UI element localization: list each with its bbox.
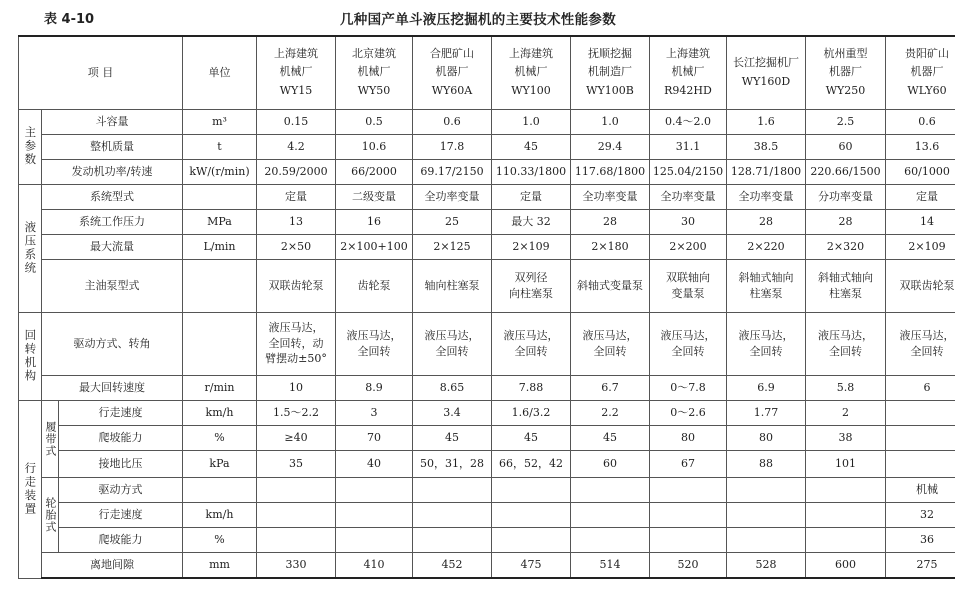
cell bbox=[413, 502, 492, 527]
cell: 双联齿轮泵 bbox=[886, 259, 955, 312]
cell: 80 bbox=[650, 425, 727, 450]
cell: 液压马达， 全回转 bbox=[806, 312, 886, 375]
cell: 14 bbox=[886, 209, 955, 234]
row-unit: m³ bbox=[183, 109, 257, 134]
cell: 分功率变量 bbox=[806, 184, 886, 209]
row-unit: t bbox=[183, 134, 257, 159]
cell: 32 bbox=[886, 502, 955, 527]
cell bbox=[492, 477, 571, 502]
header-unit: 单位 bbox=[183, 36, 257, 109]
cell: 2×50 bbox=[257, 234, 336, 259]
model-header: 抚顺挖掘 机制造厂 WY100B bbox=[571, 36, 650, 109]
cell: 液压马达， 全回转 bbox=[886, 312, 955, 375]
model-header: 上海建筑 机械厂 WY100 bbox=[492, 36, 571, 109]
cell bbox=[650, 477, 727, 502]
cell: 2×109 bbox=[886, 234, 955, 259]
table-row bbox=[19, 184, 955, 209]
cell: ≥40 bbox=[257, 425, 336, 450]
group-hydraulic: 液压系统 bbox=[19, 184, 42, 312]
table-row bbox=[19, 159, 955, 184]
cell: 110.33/1800 bbox=[492, 159, 571, 184]
cell: 0～7.8 bbox=[650, 375, 727, 400]
cell: 齿轮泵 bbox=[336, 259, 413, 312]
cell: 双联齿轮泵 bbox=[257, 259, 336, 312]
model-header: 杭州重型 机器厂 WY250 bbox=[806, 36, 886, 109]
cell: 60/1000 bbox=[886, 159, 955, 184]
cell: 1.0 bbox=[571, 109, 650, 134]
cell: 6.7 bbox=[571, 375, 650, 400]
cell: 101 bbox=[806, 450, 886, 477]
table-row bbox=[19, 375, 955, 400]
cell bbox=[413, 477, 492, 502]
row-label: 行走速度 bbox=[59, 502, 183, 527]
model-header: 北京建筑 机械厂 WY50 bbox=[336, 36, 413, 109]
row-label: 离地间隙 bbox=[42, 552, 183, 578]
cell: 2.2 bbox=[571, 400, 650, 425]
cell: 66，52，42 bbox=[492, 450, 571, 477]
cell: 4.2 bbox=[257, 134, 336, 159]
cell: 275 bbox=[886, 552, 955, 578]
model-header: 上海建筑 机械厂 R942HD bbox=[650, 36, 727, 109]
cell bbox=[727, 527, 806, 552]
cell: 1.6 bbox=[727, 109, 806, 134]
cell: 斜轴式轴向 柱塞泵 bbox=[727, 259, 806, 312]
cell: 45 bbox=[492, 425, 571, 450]
row-label: 驱动方式、转角 bbox=[42, 312, 183, 375]
cell: 0.6 bbox=[413, 109, 492, 134]
cell: 35 bbox=[257, 450, 336, 477]
table-row bbox=[19, 425, 955, 450]
cell: 20.59/2000 bbox=[257, 159, 336, 184]
row-label: 系统工作压力 bbox=[42, 209, 183, 234]
cell: 70 bbox=[336, 425, 413, 450]
row-label: 最大回转速度 bbox=[42, 375, 183, 400]
cell: 25 bbox=[413, 209, 492, 234]
cell bbox=[727, 502, 806, 527]
row-unit: mm bbox=[183, 552, 257, 578]
group-tire: 轮胎式 bbox=[42, 477, 59, 552]
row-unit: r/min bbox=[183, 375, 257, 400]
row-label: 斗容量 bbox=[42, 109, 183, 134]
model-header: 合肥矿山 机器厂 WY60A bbox=[413, 36, 492, 109]
row-unit: L/min bbox=[183, 234, 257, 259]
group-travel: 行走装置 bbox=[19, 400, 42, 578]
cell: 13.6 bbox=[886, 134, 955, 159]
table-row bbox=[19, 234, 955, 259]
row-label: 整机质量 bbox=[42, 134, 183, 159]
cell: 528 bbox=[727, 552, 806, 578]
cell: 2×320 bbox=[806, 234, 886, 259]
cell: 125.04/2150 bbox=[650, 159, 727, 184]
cell bbox=[571, 527, 650, 552]
group-main-params: 主参数 bbox=[19, 109, 42, 184]
cell: 31.1 bbox=[650, 134, 727, 159]
cell: 液压马达， 全回转 bbox=[727, 312, 806, 375]
table-row bbox=[19, 259, 955, 312]
cell: 45 bbox=[413, 425, 492, 450]
cell: 6 bbox=[886, 375, 955, 400]
header-item: 项 目 bbox=[19, 36, 183, 109]
cell: 8.9 bbox=[336, 375, 413, 400]
row-label: 爬坡能力 bbox=[59, 425, 183, 450]
row-label: 驱动方式 bbox=[59, 477, 183, 502]
cell: 10.6 bbox=[336, 134, 413, 159]
cell: 0.6 bbox=[886, 109, 955, 134]
cell: 514 bbox=[571, 552, 650, 578]
cell: 斜轴式轴向 柱塞泵 bbox=[806, 259, 886, 312]
cell: 机械 bbox=[886, 477, 955, 502]
row-unit: kPa bbox=[183, 450, 257, 477]
cell: 8.65 bbox=[413, 375, 492, 400]
cell: 全功率变量 bbox=[571, 184, 650, 209]
model-header: 贵阳矿山 机器厂 WLY60 bbox=[886, 36, 955, 109]
cell: 520 bbox=[650, 552, 727, 578]
cell: 220.66/1500 bbox=[806, 159, 886, 184]
cell: 5.8 bbox=[806, 375, 886, 400]
table-number: 表 4-10 bbox=[44, 12, 95, 27]
cell: 定量 bbox=[886, 184, 955, 209]
group-crawler: 履带式 bbox=[42, 400, 59, 477]
cell: 6.9 bbox=[727, 375, 806, 400]
cell: 28 bbox=[727, 209, 806, 234]
row-unit: MPa bbox=[183, 209, 257, 234]
row-unit bbox=[183, 184, 257, 209]
cell: 30 bbox=[650, 209, 727, 234]
header-row bbox=[19, 36, 955, 109]
cell: 50，31，28 bbox=[413, 450, 492, 477]
cell bbox=[257, 527, 336, 552]
table-row bbox=[19, 209, 955, 234]
cell bbox=[492, 527, 571, 552]
cell: 45 bbox=[492, 134, 571, 159]
cell: 轴向柱塞泵 bbox=[413, 259, 492, 312]
table-row bbox=[19, 134, 955, 159]
table-row bbox=[19, 400, 955, 425]
cell: 330 bbox=[257, 552, 336, 578]
cell: 117.68/1800 bbox=[571, 159, 650, 184]
cell bbox=[806, 527, 886, 552]
table-row bbox=[19, 552, 955, 578]
cell: 斜轴式变量泵 bbox=[571, 259, 650, 312]
cell: 3.4 bbox=[413, 400, 492, 425]
cell: 28 bbox=[571, 209, 650, 234]
cell bbox=[806, 477, 886, 502]
cell bbox=[336, 527, 413, 552]
cell: 88 bbox=[727, 450, 806, 477]
cell bbox=[571, 502, 650, 527]
cell: 2.5 bbox=[806, 109, 886, 134]
cell bbox=[257, 477, 336, 502]
cell: 液压马达， 全回转 bbox=[413, 312, 492, 375]
row-unit: kW/(r/min) bbox=[183, 159, 257, 184]
cell: 80 bbox=[727, 425, 806, 450]
cell: 2×180 bbox=[571, 234, 650, 259]
cell bbox=[571, 477, 650, 502]
cell bbox=[886, 425, 955, 450]
cell: 600 bbox=[806, 552, 886, 578]
cell: 2×220 bbox=[727, 234, 806, 259]
cell: 1.77 bbox=[727, 400, 806, 425]
cell: 0.4～2.0 bbox=[650, 109, 727, 134]
row-unit bbox=[183, 312, 257, 375]
table-row bbox=[19, 502, 955, 527]
cell bbox=[336, 477, 413, 502]
cell: 液压马达， 全回转 bbox=[571, 312, 650, 375]
cell: 全功率变量 bbox=[650, 184, 727, 209]
cell: 1.6/3.2 bbox=[492, 400, 571, 425]
cell: 67 bbox=[650, 450, 727, 477]
table-row bbox=[19, 527, 955, 552]
table-row bbox=[19, 450, 955, 477]
cell: 2×109 bbox=[492, 234, 571, 259]
cell bbox=[257, 502, 336, 527]
cell: 36 bbox=[886, 527, 955, 552]
spec-table bbox=[18, 35, 955, 579]
cell: 定量 bbox=[257, 184, 336, 209]
cell bbox=[650, 502, 727, 527]
cell: 全功率变量 bbox=[727, 184, 806, 209]
cell: 40 bbox=[336, 450, 413, 477]
row-label: 系统型式 bbox=[42, 184, 183, 209]
row-label: 发动机功率/转速 bbox=[42, 159, 183, 184]
cell: 452 bbox=[413, 552, 492, 578]
row-unit: km/h bbox=[183, 502, 257, 527]
table-title: 几种国产单斗液压挖掘机的主要技术性能参数 bbox=[340, 12, 616, 28]
cell bbox=[413, 527, 492, 552]
cell bbox=[886, 400, 955, 425]
cell: 0.15 bbox=[257, 109, 336, 134]
row-label: 行走速度 bbox=[59, 400, 183, 425]
cell: 38.5 bbox=[727, 134, 806, 159]
cell bbox=[336, 502, 413, 527]
cell: 液压马达， 全回转 bbox=[650, 312, 727, 375]
cell: 45 bbox=[571, 425, 650, 450]
table-row bbox=[19, 312, 955, 375]
model-header: 上海建筑 机械厂 WY15 bbox=[257, 36, 336, 109]
row-unit bbox=[183, 477, 257, 502]
cell: 液压马达， 全回转，动 臂摆动±50° bbox=[257, 312, 336, 375]
cell: 二级变量 bbox=[336, 184, 413, 209]
cell bbox=[886, 450, 955, 477]
cell: 38 bbox=[806, 425, 886, 450]
cell: 2×100+100 bbox=[336, 234, 413, 259]
cell: 液压马达， 全回转 bbox=[336, 312, 413, 375]
cell bbox=[727, 477, 806, 502]
cell: 1.0 bbox=[492, 109, 571, 134]
cell: 13 bbox=[257, 209, 336, 234]
cell bbox=[492, 502, 571, 527]
table-row bbox=[19, 477, 955, 502]
cell: 410 bbox=[336, 552, 413, 578]
cell: 3 bbox=[336, 400, 413, 425]
row-unit: % bbox=[183, 425, 257, 450]
cell: 0～2.6 bbox=[650, 400, 727, 425]
cell: 1.5～2.2 bbox=[257, 400, 336, 425]
cell: 2 bbox=[806, 400, 886, 425]
cell: 2×125 bbox=[413, 234, 492, 259]
row-unit: km/h bbox=[183, 400, 257, 425]
row-label: 主油泵型式 bbox=[42, 259, 183, 312]
cell: 60 bbox=[806, 134, 886, 159]
row-label: 爬坡能力 bbox=[59, 527, 183, 552]
cell: 17.8 bbox=[413, 134, 492, 159]
row-unit bbox=[183, 259, 257, 312]
cell: 69.17/2150 bbox=[413, 159, 492, 184]
row-label: 接地比压 bbox=[59, 450, 183, 477]
cell: 定量 bbox=[492, 184, 571, 209]
cell: 2×200 bbox=[650, 234, 727, 259]
row-unit: % bbox=[183, 527, 257, 552]
table-row bbox=[19, 109, 955, 134]
cell: 10 bbox=[257, 375, 336, 400]
cell: 液压马达， 全回转 bbox=[492, 312, 571, 375]
cell: 双列径 向柱塞泵 bbox=[492, 259, 571, 312]
cell: 128.71/1800 bbox=[727, 159, 806, 184]
cell bbox=[806, 502, 886, 527]
model-header: 长江挖掘机厂 WY160D bbox=[727, 36, 806, 109]
cell: 0.5 bbox=[336, 109, 413, 134]
cell: 66/2000 bbox=[336, 159, 413, 184]
cell: 全功率变量 bbox=[413, 184, 492, 209]
cell: 最大 32 bbox=[492, 209, 571, 234]
cell: 7.88 bbox=[492, 375, 571, 400]
cell: 16 bbox=[336, 209, 413, 234]
group-slewing: 回转机构 bbox=[19, 312, 42, 400]
cell: 29.4 bbox=[571, 134, 650, 159]
cell: 双联轴向 变量泵 bbox=[650, 259, 727, 312]
cell: 28 bbox=[806, 209, 886, 234]
cell bbox=[650, 527, 727, 552]
cell: 475 bbox=[492, 552, 571, 578]
row-label: 最大流量 bbox=[42, 234, 183, 259]
cell: 60 bbox=[571, 450, 650, 477]
